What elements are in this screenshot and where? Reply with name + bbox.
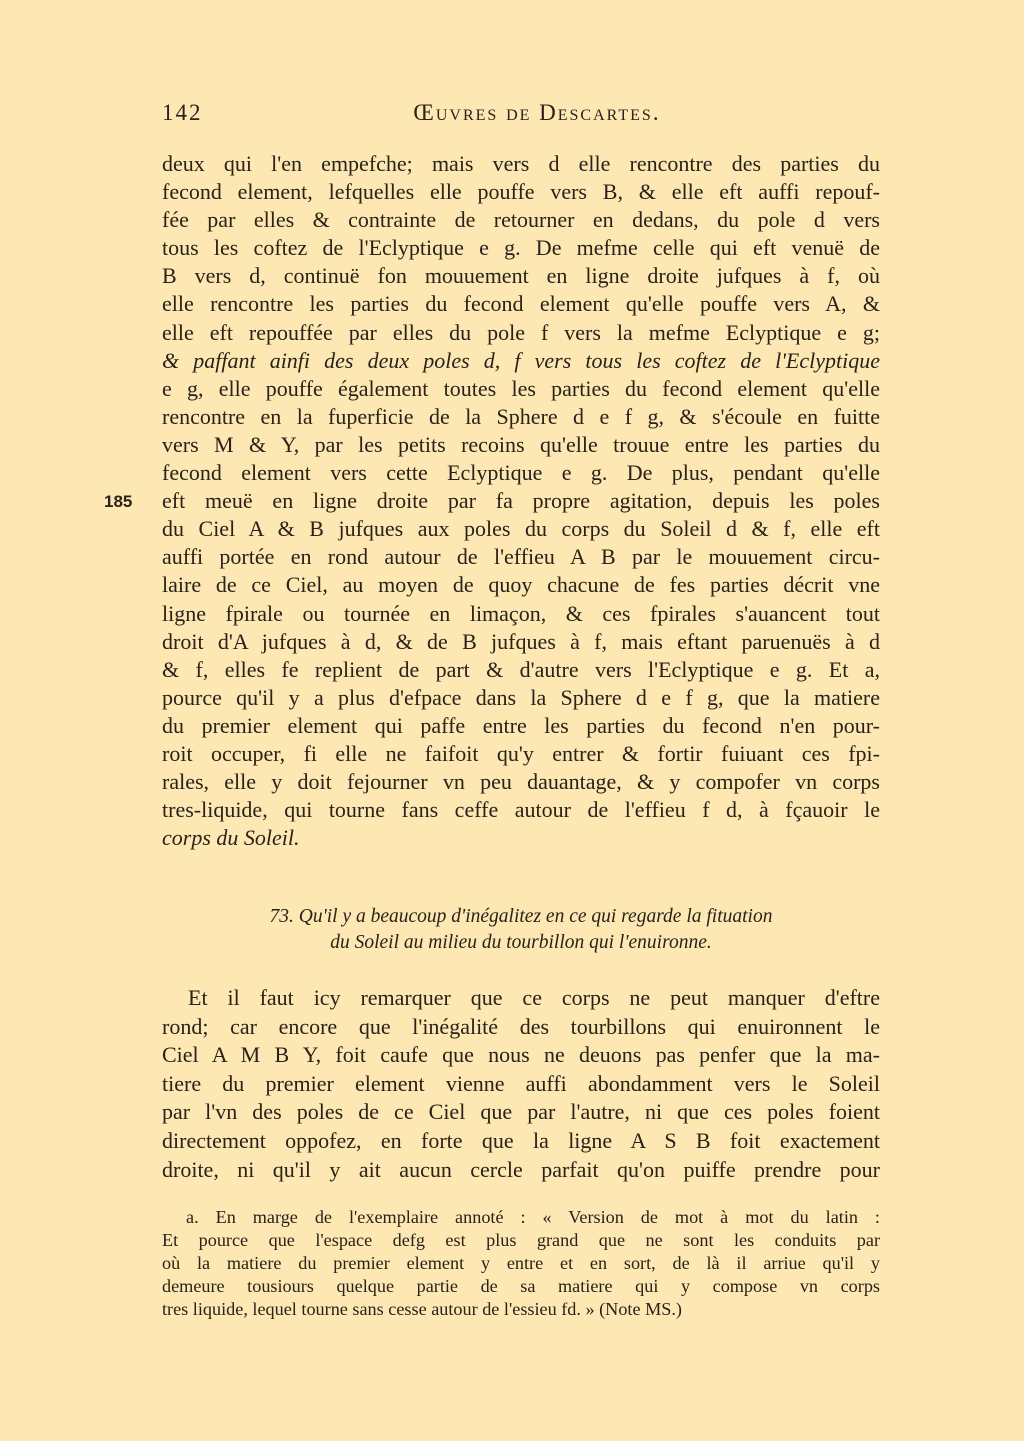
text-line: droit d'A jufques à d, & de B jufques à f, mais eftant paruenuës à d xyxy=(162,628,880,654)
text-line: eft meuë en ligne droite par fa propre agitation, depuis les poles xyxy=(162,488,880,514)
text-line: fée par elles & contrainte de retourner en dedans, du pole d vers xyxy=(162,207,880,233)
heading-line: 73. Qu'il y a beaucoup d'inégalitez en ce qui regarde la fituation xyxy=(269,906,773,927)
text-line: auffi portée en rond autour de l'effieu A B par le mouuement circu- xyxy=(162,544,880,570)
text-line: rales, elle y doit fejourner vn peu dauantage, & y compofer vn corps xyxy=(162,769,880,795)
margin-page-reference: 185 xyxy=(104,492,133,511)
text-line: du premier element qui paffe entre les parties du fecond n'en pour- xyxy=(162,712,880,738)
paragraph-2 xyxy=(162,984,880,1184)
text-line: du Ciel A & B jufques aux poles du corps du Soleil d & f, elle eft xyxy=(162,516,880,542)
footnote-line: tres liquide, lequel tourne sans cesse autour de l'essieu fd. » (Note MS.) xyxy=(162,1298,682,1319)
text-line: corps du Soleil. xyxy=(162,825,300,851)
text-line: directement oppofez, en forte que la ligne A S B foit exactement xyxy=(162,1127,880,1153)
text-line: e g, elle pouffe également toutes les parties du fecond element qu'elle xyxy=(162,375,880,401)
page-number: 142 xyxy=(162,100,203,125)
heading-line: du Soleil au milieu du tourbillon qui l'enuironne. xyxy=(330,932,712,953)
footnote-line: où la matiere du premier element y entre et en sort, de là il arriue qu'il y xyxy=(162,1252,880,1273)
text-line: fecond element, lefquelles elle pouffe vers B, & elle eft auffi repouf- xyxy=(162,179,880,205)
text-line: Ciel A M B Y, foit caufe que nous ne deuons pas penfer que la ma- xyxy=(162,1042,880,1068)
text-line: tiere du premier element vienne auffi abondamment vers le Soleil xyxy=(162,1070,880,1096)
text-line: vers M & Y, par les petits recoins qu'elle trouue entre les parties du xyxy=(162,431,880,457)
page-header xyxy=(162,100,882,136)
paragraph-1 xyxy=(162,150,880,852)
text-line: laire de ce Ciel, au moyen de quoy chacune de fes parties décrit vne xyxy=(162,572,880,598)
text-line: B vers d, continuë fon mouuement en ligne droite jufques à f, où xyxy=(162,263,880,289)
text-line: fecond element vers cette Eclyptique e g. De plus, pendant qu'elle xyxy=(162,460,880,486)
section-heading xyxy=(162,904,880,956)
text-line: & f, elles fe replient de part & d'autre vers l'Eclyptique e g. Et a, xyxy=(162,656,880,682)
text-line: & paffant ainfi des deux poles d, f vers tous les coftez de l'Eclyptique xyxy=(162,347,880,373)
text-line: Et il faut icy remarquer que ce corps ne peut manquer d'eftre xyxy=(188,985,880,1010)
text-line: roit occuper, fi elle ne faifoit qu'y entrer & fortir fuiuant ces fpi- xyxy=(162,740,880,766)
text-line: droite, ni qu'il y ait aucun cercle parfait qu'on puiffe prendre pour xyxy=(162,1156,880,1182)
text-line: tres-liquide, qui tourne fans ceffe autour de l'effieu f d, à fçauoir le xyxy=(162,797,880,823)
text-line: pource qu'il y a plus d'efpace dans la Sphere d e f g, que la matiere xyxy=(162,684,880,710)
text-line: elle eft repouffée par elles du pole f vers la mefme Eclyptique e g; xyxy=(162,319,880,345)
running-title: Œuvres de Descartes. xyxy=(413,100,661,125)
text-line: deux qui l'en empefche; mais vers d elle rencontre des parties du xyxy=(162,151,880,176)
text-line: elle rencontre les parties du fecond element qu'elle pouffe vers A, & xyxy=(162,291,880,317)
text-line: tous les coftez de l'Eclyptique e g. De mefme celle qui eft venuë de xyxy=(162,235,880,261)
text-line: ligne fpirale ou tournée en limaçon, & ces fpirales s'auancent tout xyxy=(162,600,880,626)
text-line: rond; car encore que l'inégalité des tourbillons qui enuironnent le xyxy=(162,1013,880,1039)
footnote-line: a. En marge de l'exemplaire annoté : « Version de mot à mot du latin : xyxy=(186,1207,880,1227)
footnote-line: demeure tousiours quelque partie de sa matiere qui y compose vn corps xyxy=(162,1275,880,1296)
footnote xyxy=(162,1206,880,1321)
footnote-line: Et pource que l'espace defg est plus grand que ne sont les conduits par xyxy=(162,1229,880,1250)
text-line: par l'vn des poles de ce Ciel que par l'autre, ni que ces poles foient xyxy=(162,1099,880,1125)
text-line: rencontre en la fuperficie de la Sphere d e f g, & s'écoule en fuitte xyxy=(162,403,880,429)
